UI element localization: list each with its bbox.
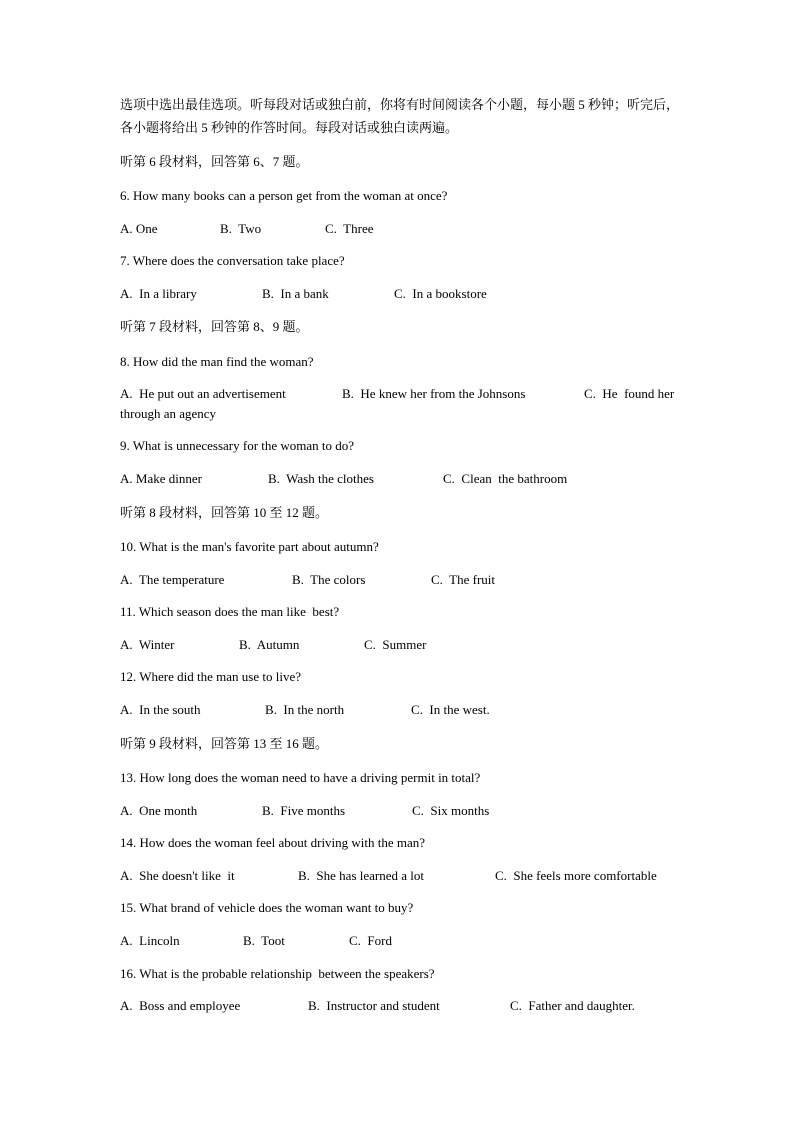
option-6a: A. One [120, 221, 158, 236]
section-heading-8: 听第 8 段材料，回答第 10 至 12 题。 [120, 505, 329, 520]
option-7a: A. In a library [120, 286, 197, 301]
question-10: 10. What is the man's favorite part about autumn? [120, 539, 379, 554]
option-8c-continued: through an agency [120, 406, 217, 421]
option-12a: A. In the south [120, 702, 201, 717]
option-11b: B. Autumn [239, 637, 300, 652]
option-16a: A. Boss and employee [120, 998, 241, 1013]
question-11: 11. Which season does the man like best? [120, 604, 340, 619]
option-7b: B. In a bank [262, 286, 329, 301]
option-13a: A. One month [120, 803, 198, 818]
section-heading-9: 听第 9 段材料，回答第 13 至 16 题。 [120, 736, 329, 751]
option-9b: B. Wash the clothes [268, 471, 374, 486]
option-12b: B. In the north [265, 702, 345, 717]
option-14b: B. She has learned a lot [298, 868, 424, 883]
question-12: 12. Where did the man use to live? [120, 669, 301, 684]
option-9c: C. Clean the bathroom [443, 471, 568, 486]
question-6: 6. How many books can a person get from the woman at once? [120, 188, 448, 203]
option-8c: C. He found her [584, 386, 675, 401]
intro-paragraph: 选项中选出最佳选项。听每段对话或独白前，你将有时间阅读各个小题，每小题 5 秒钟；听完后，各小题将给出 5 秒钟的作答时间。每段对话或独白读两遍。 [120, 97, 680, 135]
question-8: 8. How did the man find the woman? [120, 354, 314, 369]
option-9a: A. Make dinner [120, 471, 202, 486]
option-10c: C. The fruit [431, 572, 496, 587]
section-heading-7: 听第 7 段材料，回答第 8、9 题。 [120, 319, 309, 334]
option-13b: B. Five months [262, 803, 346, 818]
option-14a: A. She doesn't like it [120, 868, 235, 883]
option-6c: C. Three [325, 221, 374, 236]
option-16b: B. Instructor and student [308, 998, 440, 1013]
option-15a: A. Lincoln [120, 933, 180, 948]
section-heading-6: 听第 6 段材料，回答第 6、7 题。 [120, 154, 309, 169]
option-15b: B. Toot [243, 933, 285, 948]
option-6b: B. Two [220, 221, 262, 236]
question-15: 15. What brand of vehicle does the woman want to buy? [120, 900, 414, 915]
option-8b: B. He knew her from the Johnsons [342, 386, 526, 401]
option-10b: B. The colors [292, 572, 366, 587]
question-13: 13. How long does the woman need to have a driving permit in total? [120, 770, 481, 785]
option-16c: C. Father and daughter. [510, 998, 635, 1013]
option-10a: A. The temperature [120, 572, 225, 587]
option-8a: A. He put out an advertisement [120, 386, 286, 401]
option-15c: C. Ford [349, 933, 392, 948]
question-16: 16. What is the probable relationship between the speakers? [120, 966, 435, 981]
option-11a: A. Winter [120, 637, 175, 652]
option-12c: C. In the west. [411, 702, 490, 717]
option-7c: C. In a bookstore [394, 286, 487, 301]
question-14: 14. How does the woman feel about driving with the man? [120, 835, 426, 850]
question-7: 7. Where does the conversation take place? [120, 253, 345, 268]
option-14c: C. She feels more comfortable [495, 868, 657, 883]
option-13c: C. Six months [412, 803, 490, 818]
question-9: 9. What is unnecessary for the woman to do? [120, 438, 355, 453]
option-11c: C. Summer [364, 637, 427, 652]
